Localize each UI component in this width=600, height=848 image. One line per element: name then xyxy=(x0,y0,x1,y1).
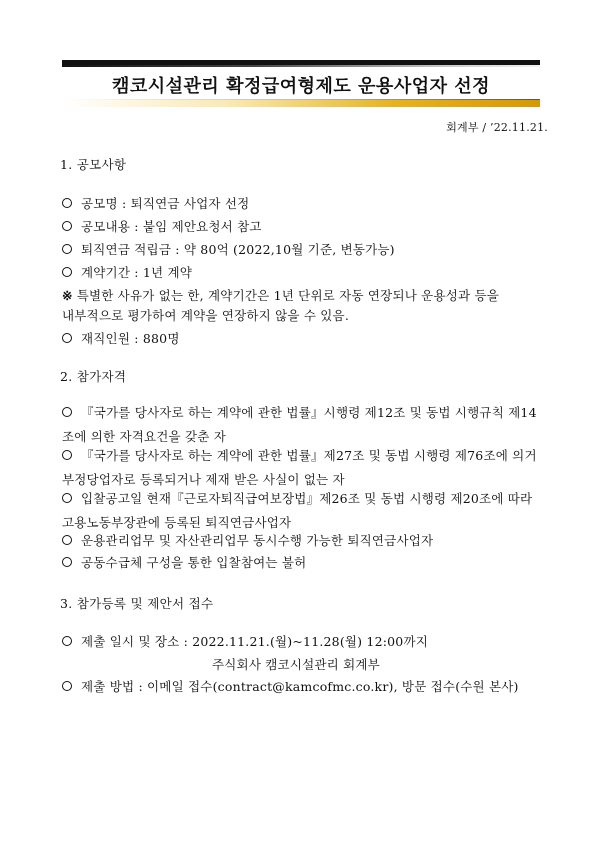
circle-bullet-icon xyxy=(62,681,72,691)
list-item: 퇴직연금 적립금 : 약 80억 (2022,10월 기준, 변동가능) xyxy=(62,238,395,262)
section-3-heading: 3. 참가등록 및 제안서 접수 xyxy=(60,596,214,611)
circle-bullet-icon xyxy=(62,244,72,254)
list-item: 공모명 : 퇴직연금 사업자 선정 xyxy=(62,192,249,216)
circle-bullet-icon xyxy=(62,450,72,460)
circle-bullet-icon xyxy=(62,333,72,343)
list-item: 『국가를 당사자로 하는 계약에 관한 법률』제27조 및 동법 시행령 제76조에 의거 부정당업자로 등록되거나 제재 받은 사실이 없는 자 xyxy=(62,448,537,487)
note-line-1: ※ 특별한 사유가 없는 한, 계약기간은 1년 단위로 자동 연장되나 운용성과 등을 xyxy=(62,288,499,303)
section-2-heading: 2. 참가자격 xyxy=(60,369,127,384)
circle-bullet-icon xyxy=(62,221,72,231)
circle-bullet-icon xyxy=(62,636,72,646)
title-bottom-rule xyxy=(62,100,540,107)
circle-bullet-icon xyxy=(62,535,72,545)
list-item: 제출 일시 및 장소 : 2022.11.21.(월)~11.28(월) 12:00까지 xyxy=(62,630,428,654)
list-item: 공동수급체 구성을 통한 입찰참여는 불허 xyxy=(62,551,306,575)
title-top-rule xyxy=(62,60,540,65)
list-item: 입찰공고일 현재『근로자퇴직급여보장법』제26조 및 동법 시행령 제20조에 따라 고용노동부장관에 등록된 퇴직연금사업자 xyxy=(62,491,533,530)
document-meta: 회계부 / ’22.11.21. xyxy=(446,121,548,134)
section-1-heading: 1. 공모사항 xyxy=(60,157,127,172)
note-line-2: 내부적으로 평가하여 계약을 연장하지 않을 수 있음. xyxy=(62,308,349,323)
document-title: 캠코시설관리 확정급여형제도 운용사업자 선정 xyxy=(111,76,491,97)
circle-bullet-icon xyxy=(62,267,72,277)
circle-bullet-icon xyxy=(62,198,72,208)
list-item: 제출 방법 : 이메일 접수(contract@kamcofmc.co.kr), 방문 접수(수원 본사) xyxy=(62,675,519,699)
circle-bullet-icon xyxy=(62,407,72,417)
list-item: 『국가를 당사자로 하는 계약에 관한 법률』시행령 제12조 및 동법 시행규칙 제14조에 의한 자격요건을 갖춘 자 xyxy=(62,405,537,444)
list-item: 공모내용 : 붙임 제안요청서 참고 xyxy=(62,215,262,239)
list-item: 운용관리업무 및 자산관리업무 동시수행 가능한 퇴직연금사업자 xyxy=(62,529,433,553)
circle-bullet-icon xyxy=(62,557,72,567)
submit-place: 주식회사 캠코시설관리 회계부 xyxy=(212,657,380,672)
list-item: 재직인원 : 880명 xyxy=(62,327,180,351)
circle-bullet-icon xyxy=(62,493,72,503)
list-item: 계약기간 : 1년 계약 xyxy=(62,261,192,285)
reference-mark-icon: ※ xyxy=(62,288,73,303)
